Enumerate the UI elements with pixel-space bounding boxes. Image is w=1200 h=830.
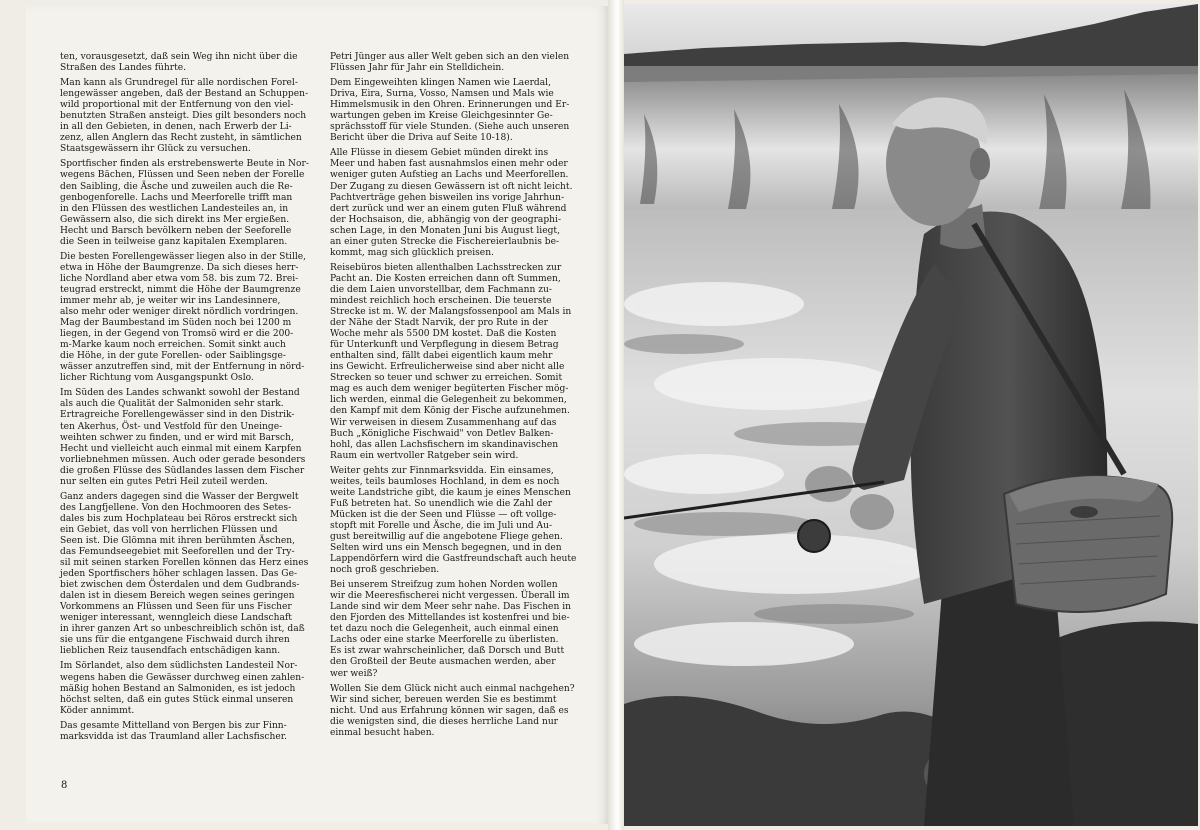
paragraph: Ganz anders dagegen sind die Wasser der Bergwelt des Langfjellene. Von den Hochmooren des Setes- dales bis zum Hochplateau bei Röros erstreckt sich ein Gebiet, das voll von herrlichen Flüssen und Seen ist. Die Glömna mit ihren berühmten Äschen, das Femundseegebiet mit Seeforellen und der Try- sil mit seinen starken Forellen können das Herz eines jeden Sportfischers höher schlagen lassen. Das Ge- biet zwischen dem Österdalen und dem Gudbrands- dalen ist in diesem Bereich wegen seines geringen Vorkommens an Flüssen und Seen für uns Fischer weniger interessant, wenngleich diese Landschaft in ihrer ganzen Art so unbeschreiblich schön ist, daß sie uns für die entgangene Fischwaid durch ihren lieblichen Reiz tausendfach entschädigen kann. bbox=[60, 491, 309, 657]
text-column-left bbox=[60, 52, 312, 747]
paragraph: Bei unserem Streifzug zum hohen Norden wollen wir die Meeresfischerei nicht vergessen. Überall im Lande sind wir dem Meer sehr nahe. Das Fischen in den Fjorden des Mittellandes ist kostenfrei und bie- tet dazu noch die Gelegenheit, auch einmal einen Lachs oder eine starke Meerforelle zu überlisten. Es ist zwar wahrscheinlicher, daß Dorsch und Butt den Großteil der Beute ausmachen werden, aber wer weiß? bbox=[330, 580, 571, 679]
paragraph: Reisebüros bieten allenthalben Lachsstrecken zur Pacht an. Die Kosten erreichen dann oft Summen, die dem Laien unvorstellbar, dem Fachmann zu- mindest reichlich hoch erscheinen. Die teuerste Strecke ist m. W. der Malangsfossenpool am Mals in der Nähe der Stadt Narvik, der pro Rute in der Woche mehr als 5500 DM kostet. Daß die Kosten für Unterkunft und Verpflegung in diesem Betrag enthalten sind, fällt dabei eigentlich kaum mehr ins Gewicht. Erfreulicherweise sind aber nicht alle Strecken so teuer und schwer zu erreichen. Somit mag es auch dem weniger begüterten Fischer mög- lich werden, einmal die Gelegenheit zu bekommen, den Kampf mit dem König der Fische aufzunehmen. Wir verweisen in diesem Zusammenhang auf das Buch „Königliche Fischwaid" von Detlev Balken- hohl, das allen Lachsfischern im skandinavischen Raum ein wertvoller Ratgeber sein wird. bbox=[330, 262, 572, 461]
paragraph: Wollen Sie dem Glück nicht auch einmal nachgehen? Wir sind sicher, bereuen werden Sie es bestimmt nicht. Und aus Erfahrung können wir sagen, daß es die wenigsten sind, die dieses herrliche Land nur einmal besucht haben. bbox=[330, 683, 575, 738]
page-number: 8 bbox=[61, 780, 68, 791]
angler-photo bbox=[624, 4, 1198, 826]
text-column-right bbox=[330, 52, 582, 743]
paragraph: Das gesamte Mittelland von Bergen bis zur Finn- marksvidda ist das Traumland aller Lachsfischer. bbox=[60, 720, 287, 742]
paragraph: Im Süden des Landes schwankt sowohl der Bestand als auch die Qualität der Salmoniden sehr stark. Ertragreiche Forellengewässer sind in den Distrik- ten Akerhus, Öst- und Vestfold für den Uneinge- weihten schwer zu finden, und er wird mit Barsch, Hecht und vielleicht auch einmal mit einem Karpfen vorliebnehmen müssen. Auch oder gerade besonders die großen Flüsse des Südlandes lassen dem Fischer nur selten ein gutes Petri Heil zuteil werden. bbox=[60, 388, 306, 487]
paragraph: Sportfischer finden als erstrebenswerte Beute in Nor- wegens Bächen, Flüssen und Seen neben der Forelle den Saibling, die Äsche und zuweilen auch die Re- genbogenforelle. Lachs und Meerforelle trifft man in den Flüssen des westlichen Landesteiles an, in Gewässern also, die sich direkt ins Mer ergießen. Hecht und Barsch bevölkern neben der Seeforelle die Seen in teilweise ganz kapitalen Exemplaren. bbox=[60, 159, 309, 247]
paragraph: Weiter gehts zur Finnmarksvidda. Ein einsames, weites, teils baumloses Hochland, in dem es noch weite Landstriche gibt, die kaum je eines Menschen Fuß betreten hat. So unendlich wie die Zahl der Mücken ist die der Seen und Flüsse — oft vollge- stopft mit Forelle und Äsche, die im Juli und Au- gust bereitwillig auf die angebotene Fliege gehen. Selten wird uns ein Mensch begegnen, und in den Lappendörfern wird die Gastfreundschaft auch heute noch groß geschrieben. bbox=[330, 465, 577, 576]
paragraph: ten, vorausgesetzt, daß sein Weg ihn nicht über die Straßen des Landes führte. bbox=[60, 52, 298, 74]
paragraph: Petri Jünger aus aller Welt geben sich an den vielen Flüssen Jahr für Jahr ein Stelldichein. bbox=[330, 52, 570, 74]
creel-basket bbox=[1004, 476, 1172, 612]
paragraph: Alle Flüsse in diesem Gebiet münden direkt ins Meer und haben fast ausnahmslos einen mehr oder weniger guten Aufstieg an Lachs und Meerforellen. Der Zugang zu diesen Gewässern ist oft nicht leicht. Pachtverträge gehen bisweilen ins vorige Jahrhun- dert zurück und wer an einem guten Fluß während der Hochsaison, die, abhängig von der geographi- schen Lage, in den Monaten Juni bis August liegt, an einer guten Strecke die Fischereierlaubnis be- kommt, mag sich glücklich preisen. bbox=[330, 148, 573, 258]
fishing-reel bbox=[798, 520, 830, 552]
paragraph: Die besten Forellengewässer liegen also in der Stille, etwa in Höhe der Baumgrenze. Da sich dieses herr- liche Nordland aber etwa vom 58. bis zum 72. Brei- teugrad erstreckt, nimmt die Höhe der Baumgrenze immer mehr ab, je weiter wir ins Landesinnere, also mehr oder weniger direkt nördlich vordringen. Mag der Baumbestand im Süden noch bei 1200 m liegen, in der Gegend von Tromsö wird er die 200- m-Marke kaum noch erreichen. Somit sinkt auch die Höhe, in der gute Forellen- oder Saiblingsge- wässer anzutreffen sind, mit der Entfernung in nörd- licher Richtung vom Ausgangspunkt Oslo. bbox=[60, 251, 307, 384]
paragraph: Im Sörlandet, also dem südlichsten Landesteil Nor- wegens haben die Gewässer durchweg einen zahlen- mäßig hohen Bestand an Salmoniden, es ist jedoch höchst selten, daß ein gutes Stück einmal unseren Köder annimmt. bbox=[60, 661, 305, 716]
text-page bbox=[26, 6, 609, 824]
page-gutter bbox=[608, 0, 624, 830]
paragraph: Man kann als Grundregel für alle nordischen Forel- lengewässer angeben, daß der Bestand an Schuppen- wild proportional mit der Entfernung von den viel- benutzten Straßen ansteigt. Dies gilt besonders noch in all den Gebieten, in denen, nach Erwerb der Li- zenz, allen Anglern das Recht zusteht, in sämtlichen Staatsgewässern ihr Glück zu versuchen. bbox=[60, 78, 309, 155]
paragraph: Dem Eingeweihten klingen Namen wie Laerdal, Driva, Eira, Surna, Vosso, Namsen und Mals wie Himmelsmusik in den Ohren. Erinnerungen und Er- wartungen geben im Kreise Gleichgesinnter Ge- sprächsstoff für viele Stunden. (Siehe auch unseren Bericht über die Driva auf Seite 10-18). bbox=[330, 78, 570, 144]
